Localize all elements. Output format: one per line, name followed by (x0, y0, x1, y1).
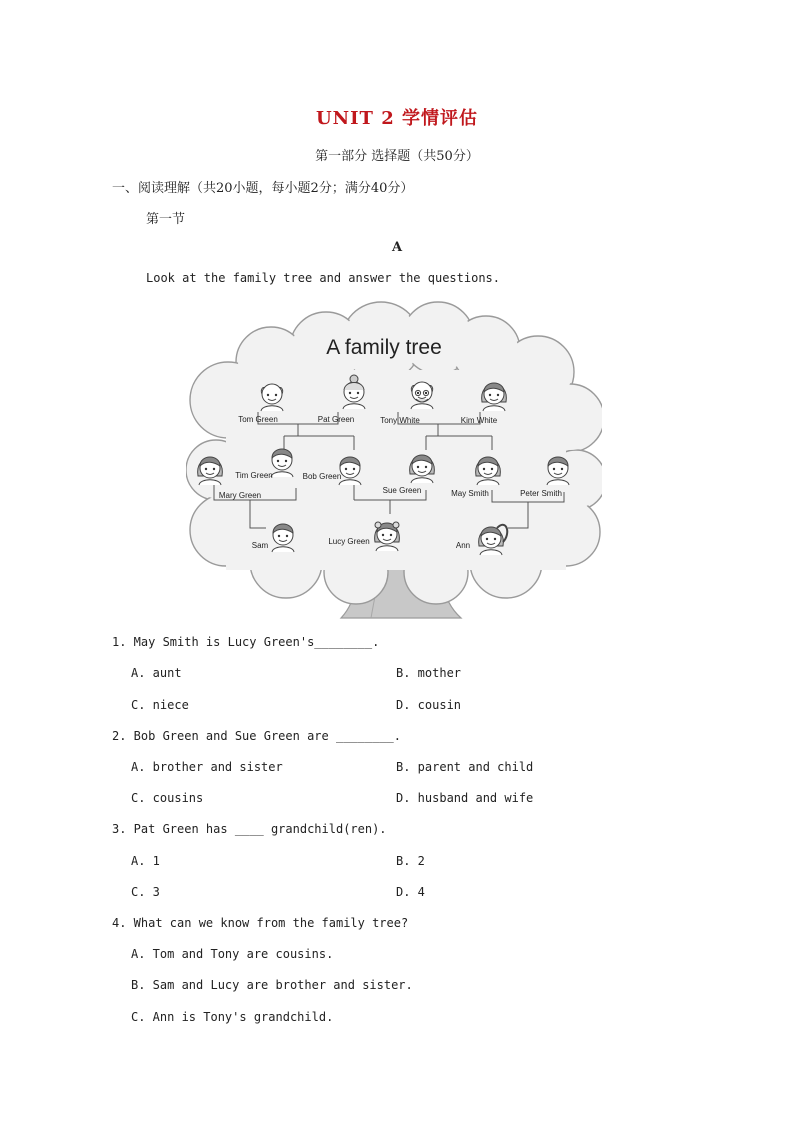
question-1-stem: 1. May Smith is Lucy Green's________. (112, 635, 380, 649)
section-title: 一、阅读理解（共20小题，每小题2分；满分40分） (112, 181, 414, 196)
question-4-stem: 4. What can we know from the family tree? (112, 916, 409, 930)
person-label: Bob Green (302, 472, 342, 481)
question-2-option-a[interactable]: A. brother and sister (131, 760, 283, 774)
person-label: May Smith (451, 489, 489, 498)
family-tree-figure (186, 300, 602, 620)
person-label: Tim Green (235, 471, 273, 480)
person-label: Ann (455, 541, 471, 550)
person-label: Sue Green (382, 486, 422, 495)
person-avatar-icon (271, 449, 293, 477)
person-label: Lucy Green (328, 537, 370, 546)
question-3-option-b[interactable]: B. 2 (396, 854, 425, 868)
person-avatar-icon (339, 457, 361, 485)
question-3-option-c[interactable]: C. 3 (131, 885, 160, 899)
subsection-title: 第一节 (146, 212, 186, 227)
person-avatar-icon (261, 384, 283, 411)
question-1-option-d[interactable]: D. cousin (396, 698, 462, 712)
person-label: Tom Green (238, 415, 278, 424)
question-4-option-a[interactable]: A. Tom and Tony are cousins. (131, 947, 334, 961)
person-label: Tony White (380, 416, 420, 425)
person-label: Sam (251, 541, 269, 550)
question-2-option-c[interactable]: C. cousins (131, 791, 204, 805)
question-2-option-b[interactable]: B. parent and child (396, 760, 534, 774)
question-4-option-c[interactable]: C. Ann is Tony's grandchild. (131, 1010, 334, 1024)
unit-title: UNIT 2 学情评估 (315, 108, 479, 129)
person-label: Peter Smith (520, 489, 562, 498)
person-label: Pat Green (317, 415, 355, 424)
instruction-text: Look at the family tree and answer the questions. (146, 271, 501, 285)
question-1-option-c[interactable]: C. niece (131, 698, 189, 712)
question-1-option-a[interactable]: A. aunt (131, 666, 182, 680)
tree-title: A family tree (326, 336, 442, 359)
question-3-option-d[interactable]: D. 4 (396, 885, 425, 899)
question-2-option-d[interactable]: D. husband and wife (396, 791, 534, 805)
part-title: 第一部分 选择题（共50分） (315, 149, 479, 164)
passage-label: A (391, 240, 403, 255)
person-label: Kim White (460, 416, 498, 425)
person-avatar-icon (272, 524, 294, 552)
person-label: Mary Green (218, 491, 262, 500)
question-2-stem: 2. Bob Green and Sue Green are ________. (112, 729, 401, 743)
person-avatar-icon (411, 382, 433, 409)
question-3-option-a[interactable]: A. 1 (131, 854, 160, 868)
question-1-option-b[interactable]: B. mother (396, 666, 462, 680)
person-avatar-icon (547, 457, 569, 485)
question-3-stem: 3. Pat Green has ____ grandchild(ren). (112, 822, 387, 836)
question-4-option-b[interactable]: B. Sam and Lucy are brother and sister. (131, 978, 413, 992)
